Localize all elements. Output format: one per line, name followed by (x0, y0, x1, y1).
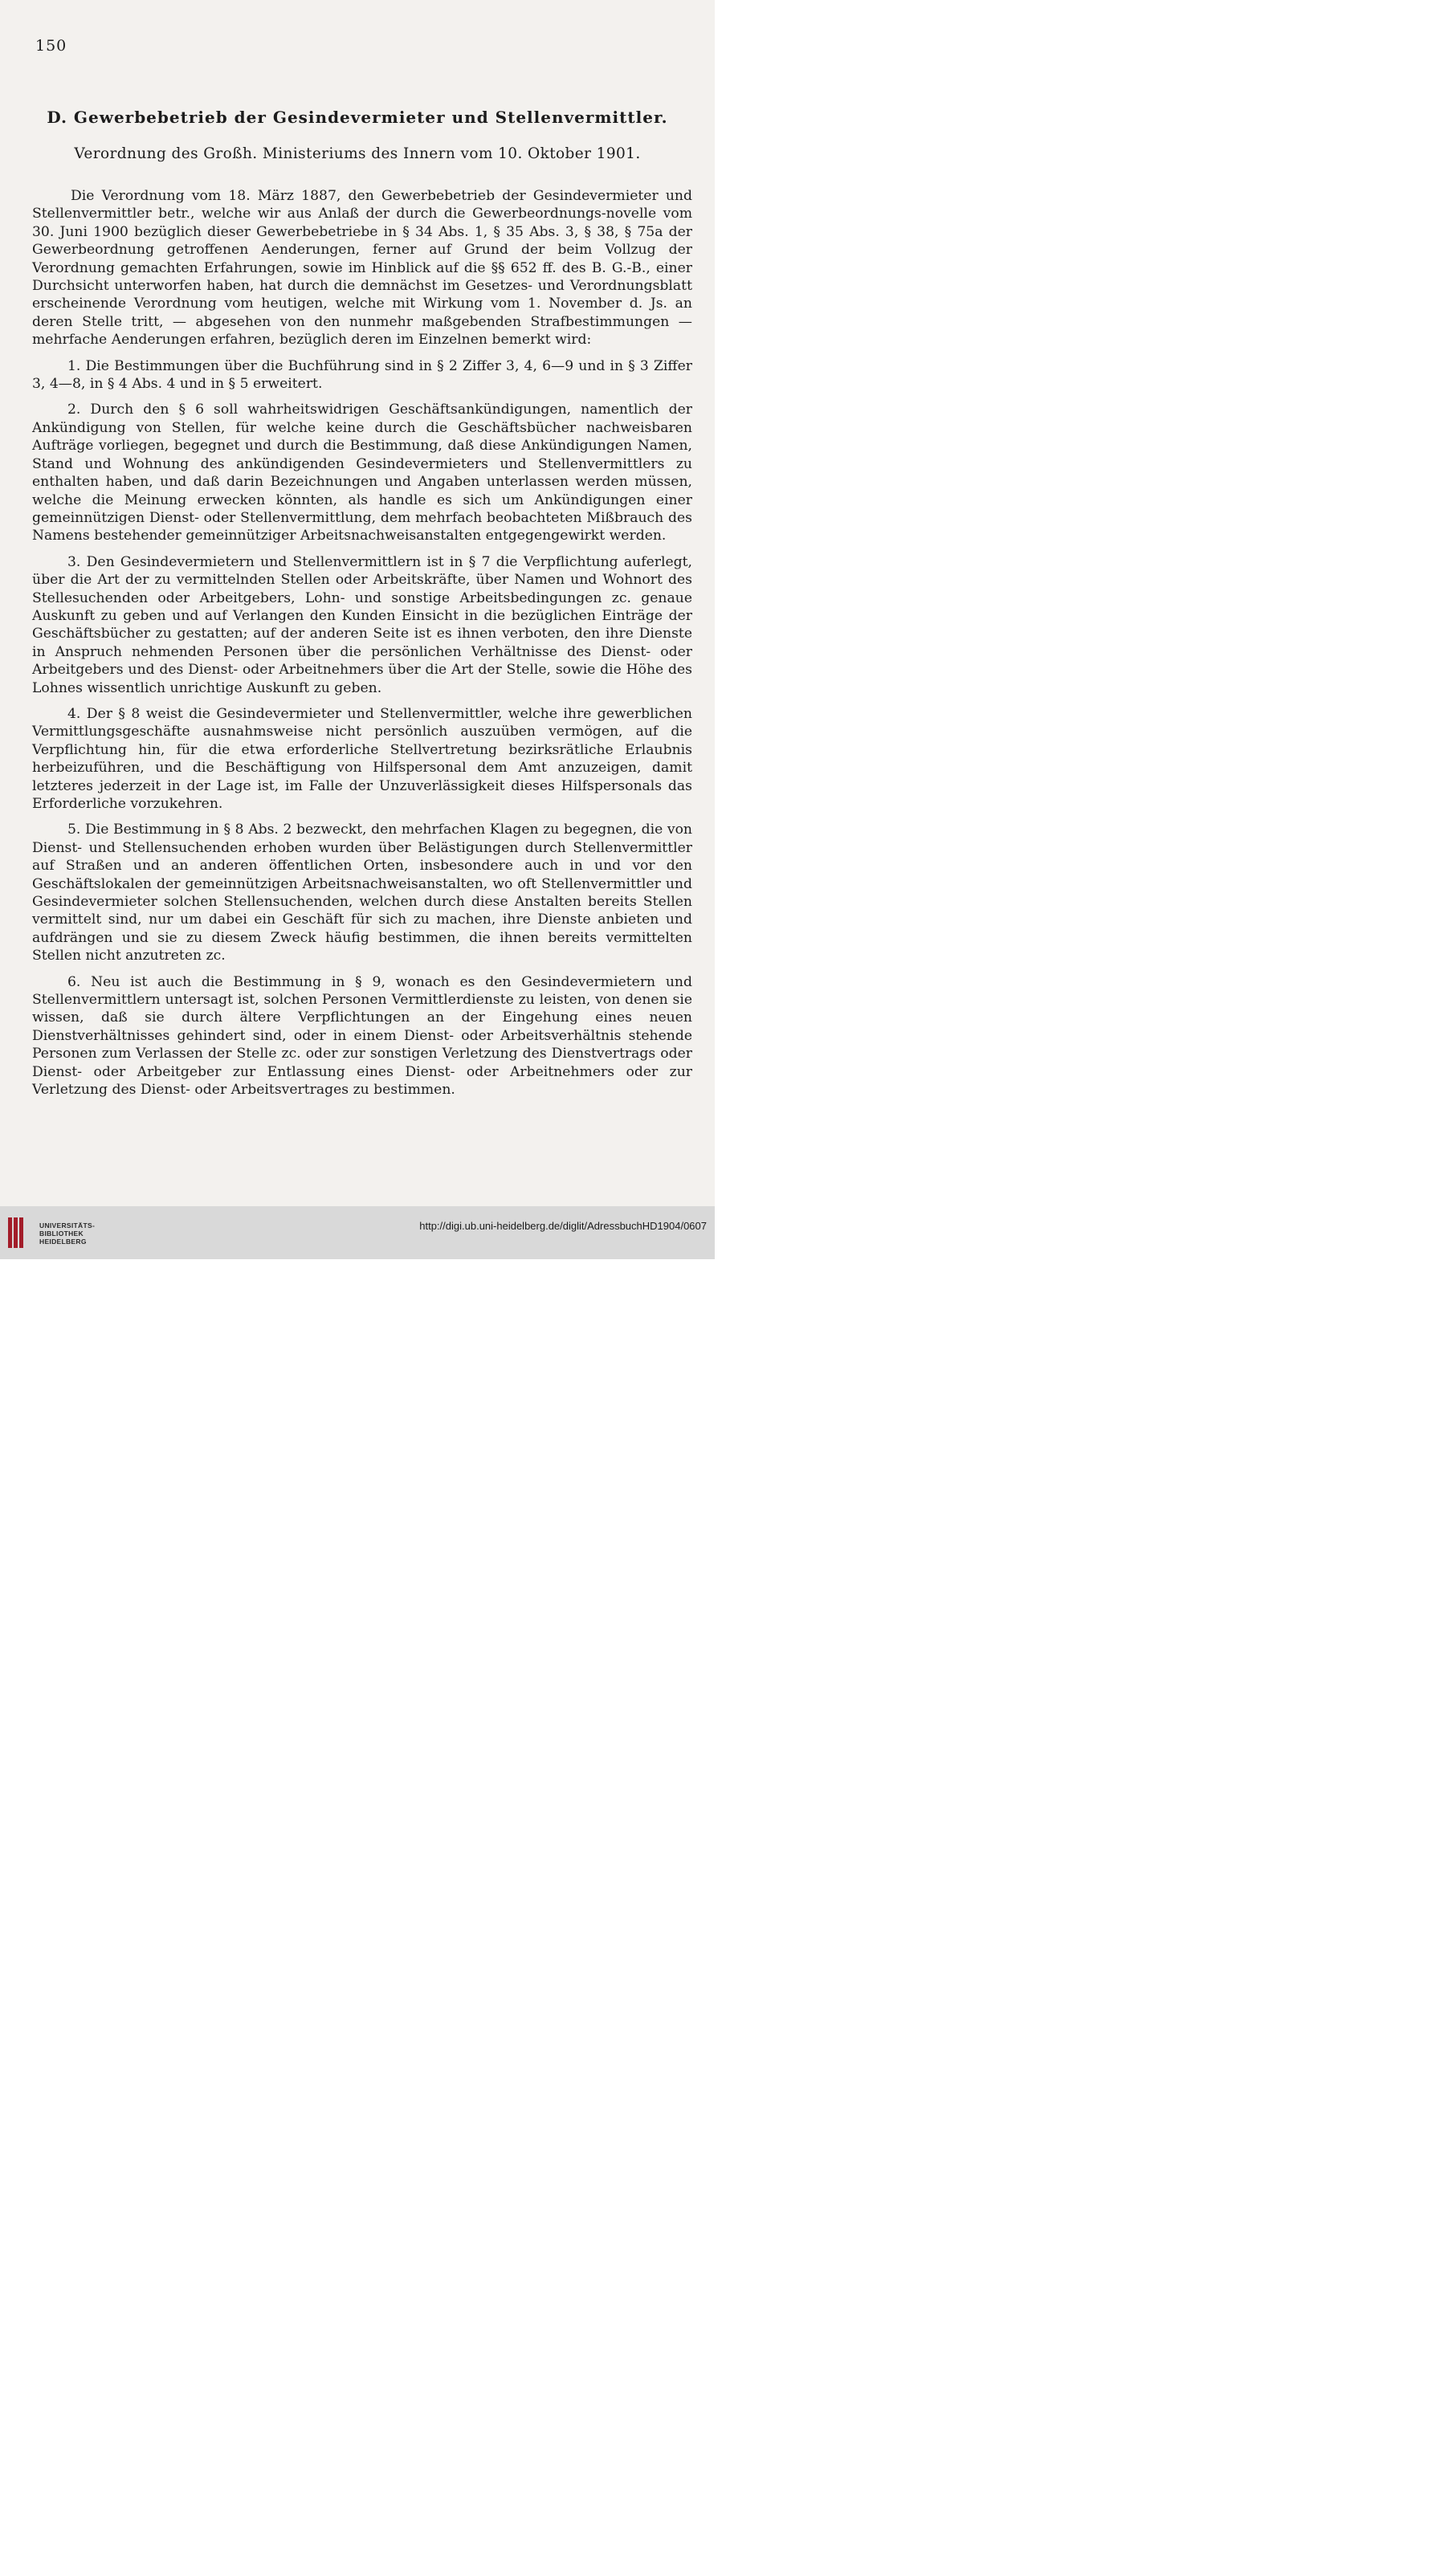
body-text (32, 187, 692, 1107)
paragraph-2: 2. Durch den § 6 soll wahrheitswidrigen Geschäftsankündigungen, namentlich der Ankündigung von Stellen, für welche keine durch die Geschäftsbücher nachweisbaren Aufträge vorliegen, begegnet und durch die Bestimmung, daß diese Ankündigungen Namen, Stand und Wohnung des ankündigenden Gesindevermieters und Stellenvermittlers zu enthalten haben, und daß darin Bezeichnungen und Angaben unterlassen werden müssen, welche die Meinung erwecken könnten, als handle es sich um Ankündigungen einer gemeinnützigen Dienst- oder Stellenvermittlung, dem mehrfach beobachteten Mißbrauch des Namens bestehender gemeinnütziger Arbeitsnachweisanstalten entgegengewirkt werden. (32, 402, 692, 544)
library-name-line: BIBLIOTHEK (39, 1229, 84, 1238)
page-number: 150 (35, 37, 67, 55)
paragraph-1: 1. Die Bestimmungen über die Buchführung sind in § 2 Ziffer 3, 4, 6—9 und in § 3 Ziffer 3, 4—8, in § 4 Abs. 4 und in § 5 erweitert. (32, 357, 692, 393)
ordinance-subtitle: Verordnung des Großh. Ministeriums des Innern vom 10. Oktober 1901. (74, 145, 641, 162)
intro-paragraph: Die Verordnung vom 18. März 1887, den Gewerbebetrieb der Gesindevermieter und Stellenvermittler betr., welche wir aus Anlaß der durch die Gewerbeordnungs-novelle vom 30. Juni 1900 bezüglich dieser Gewerbebetriebe in § 34 Abs. 1, § 35 Abs. 3, § 38, § 75a der Gewerbeordnung getroffenen Aenderungen, ferner auf Grund der beim Vollzug der Verordnung gemachten Erfahrungen, sowie im Hinblick auf die §§ 652 ff. des B. G.-B., einer Durchsicht unterworfen haben, hat durch die demnächst im Gesetzes- und Verordnungsblatt erscheinende Verordnung vom heutigen, welche mit Wirkung vom 1. November d. Js. an deren Stelle tritt, — abgesehen von den nunmehr maßgebenden Strafbestimmungen — mehrfache Aenderungen erfahren, bezüglich deren im Einzelnen bemerkt wird: (32, 188, 692, 349)
library-name-line: HEIDELBERG (39, 1238, 87, 1246)
library-name (39, 1221, 95, 1246)
scanned-page (0, 0, 715, 1206)
library-name-line: UNIVERSITÄTS- (39, 1221, 96, 1229)
paragraph-5: 5. Die Bestimmung in § 8 Abs. 2 bezweckt, den mehrfachen Klagen zu begegnen, die von Dienst- und Stellensuchenden erhoben wurden über Belästigungen durch Stellenvermittler auf Straßen und an anderen öffentlichen Orten, insbesondere auch in und vor den Geschäftslokalen der gemeinnützigen Arbeitsnachweisanstalten, wo oft Stellenvermittler und Gesindevermieter solchen Stellensuchenden, welchen durch diese Anstalten bereits Stellen vermittelt sind, nur um dabei ein Geschäft für sich zu machen, ihre Dienste anbieten und aufdrängen und sie zu diesem Zweck häufig bestimmen, die ihnen bereits vermittelten Stellen nicht anzutreten zc. (32, 822, 692, 964)
section-title: D. Gewerbebetrieb der Gesindevermieter und Stellenvermittler. (47, 108, 668, 127)
university-library-logo-icon (6, 1213, 32, 1253)
paragraph-3: 3. Den Gesindevermietern und Stellenvermittlern ist in § 7 die Verpflichtung auferlegt, über die Art der zu vermittelnden Stellen oder Arbeitskräfte, über Namen und Wohnort des Stellesuchenden oder Arbeitgebers, Lohn- und sonstige Arbeitsbedingungen zc. genaue Auskunft zu geben und auf Verlangen den Kunden Einsicht in die bezüglichen Einträge der Geschäftsbücher zu gestatten; auf der anderen Seite ist es ihnen verboten, den ihre Dienste in Anspruch nehmenden Personen über die persönlichen Verhältnisse des Dienst- oder Arbeitgebers und des Dienst- oder Arbeitnehmers über die Art der Stelle, sowie die Höhe des Lohnes wissentlich unrichtige Auskunft zu geben. (32, 553, 692, 696)
paragraph-6: 6. Neu ist auch die Bestimmung in § 9, wonach es den Gesindevermietern und Stellenvermittlern untersagt ist, solchen Personen Vermittlerdienste zu leisten, von denen sie wissen, daß sie durch ältere Verpflichtungen an der Eingehung eines neuen Dienstverhältnisses gehindert sind, oder in einem Dienst- oder Arbeitsverhältnis stehende Personen zum Verlassen der Stelle zc. oder zur sonstigen Verletzung des Dienstvertrags oder Dienst- oder Arbeitgeber zur Entlassung eines Dienst- oder Arbeitnehmers oder zur Verletzung des Dienst- oder Arbeitsvertrages zu bestimmen. (32, 973, 692, 1099)
paragraph-4: 4. Der § 8 weist die Gesindevermieter und Stellenvermittler, welche ihre gewerblichen Vermittlungsgeschäfte ausnahmsweise nicht persönlich auszuüben vermögen, auf die Verpflichtung hin, für die etwa erforderliche Stellvertretung bezirksrätliche Erlaubnis herbeizuführen, und die Beschäftigung von Hilfspersonal dem Amt anzuzeigen, damit letzteres jederzeit in der Lage ist, im Falle der Unzuverlässigkeit dieses Hilfspersonals das Erforderliche vorzukehren. (32, 705, 692, 812)
source-url-link[interactable]: http://digi.ub.uni-heidelberg.de/diglit/AdressbuchHD1904/0607 (419, 1220, 707, 1232)
footer-bar (0, 1206, 715, 1259)
